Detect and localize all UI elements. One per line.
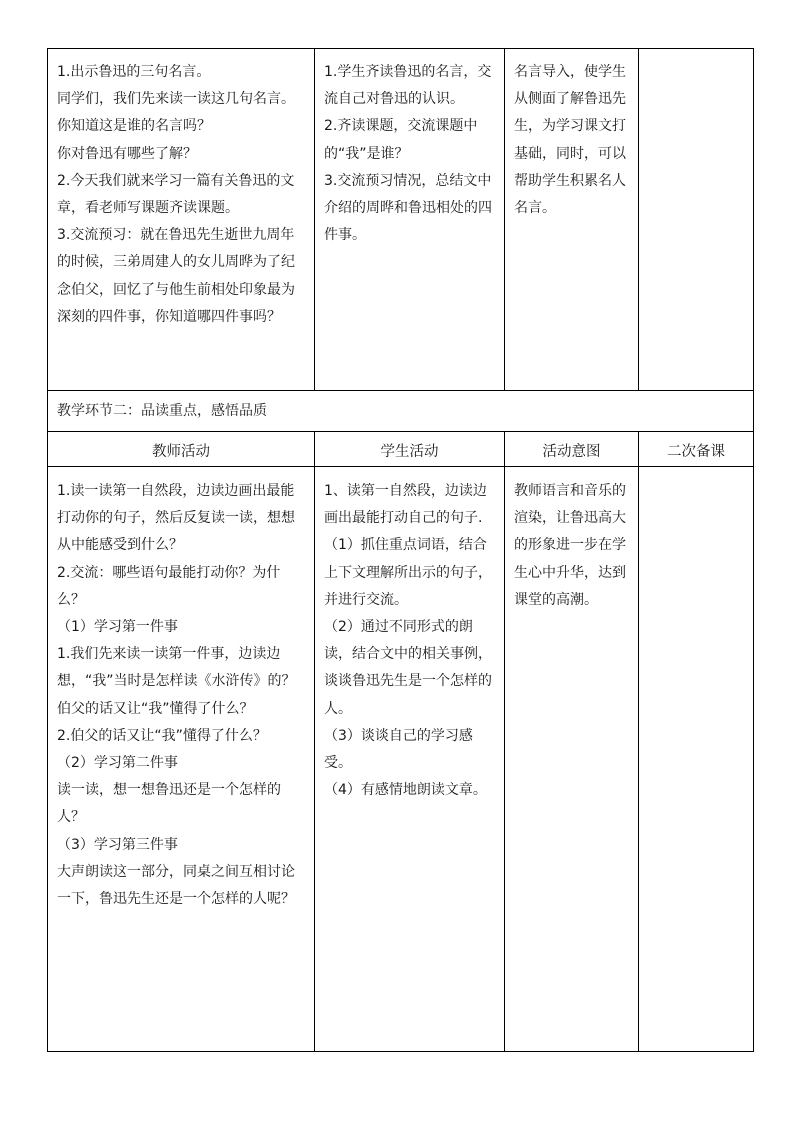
- text-line: 2.伯父的话又让“我”懂得了什么？: [57, 727, 267, 744]
- text-line: 同学们，我们先来读一读这几句名言。你知道这是谁的名言吗？: [57, 91, 295, 135]
- teacher-activity-cell: [48, 49, 315, 391]
- text-line: 读一读，想一想鲁迅还是一个怎样的人？: [57, 782, 281, 826]
- text-line: （2）学习第二件事: [57, 755, 178, 772]
- text-line: 1.读一读第一自然段，边读边画出最能打动你的句子，然后反复读一读，想想从中能感受到什么？: [57, 483, 295, 554]
- table-row: [48, 49, 754, 391]
- text-line: 1.学生齐读鲁迅的名言，交流自己对鲁迅的认识。: [324, 64, 492, 108]
- table-row: [48, 391, 754, 432]
- text-line: 2.交流：哪些语句最能打动你？为什么？: [57, 564, 281, 608]
- secondary-notes-cell: [639, 49, 754, 391]
- student-activity-cell: [315, 467, 505, 1052]
- text-line: （1）抓住重点词语，结合上下文理解所出示的句子，并进行交流。: [324, 537, 492, 608]
- section-title: 教学环节二：品读重点，感悟品质: [48, 391, 754, 432]
- header-teacher-activity: 教师活动: [48, 432, 315, 467]
- text-line: 你对鲁迅有哪些了解？: [57, 145, 197, 162]
- header-secondary-notes: 二次备课: [639, 432, 754, 467]
- text-line: 1.出示鲁迅的三句名言。: [57, 64, 211, 80]
- secondary-notes-cell: [639, 467, 754, 1052]
- header-student-activity: 学生活动: [315, 432, 505, 467]
- text-line: 3.交流预习：就在鲁迅先生逝世九周年的时候，三弟周建人的女儿周晔为了纪念伯父，回忆了与他生前相处印象最为深刻的四件事，你知道哪四件事吗？: [57, 227, 295, 325]
- text-line: 1.我们先来读一读第一件事，边读边想，“我”当时是怎样读《水浒传》的？伯父的话又让“我”懂得了什么？: [57, 646, 296, 717]
- activity-intent-cell: [505, 467, 639, 1052]
- text-line: 名言导入，使学生从侧面了解鲁迅先生，为学习课文打基础，同时，可以帮助学生积累名人名言。: [514, 64, 626, 217]
- text-line: 教师语言和音乐的渲染，让鲁迅高大的形象进一步在学生心中升华，达到课堂的高潮。: [514, 483, 626, 608]
- text-line: 大声朗读这一部分，同桌之间互相讨论一下，鲁迅先生还是一个怎样的人呢？: [57, 863, 295, 908]
- text-line: （1）学习第一件事: [57, 619, 178, 636]
- student-activity-cell: [315, 49, 505, 391]
- lesson-plan-table: [47, 48, 754, 1052]
- text-line: （3）学习第三件事: [57, 836, 178, 853]
- activity-intent-cell: [505, 49, 639, 391]
- table-header-row: [48, 432, 754, 467]
- text-line: 1、读第一自然段，边读边画出最能打动自己的句子.: [324, 483, 487, 527]
- text-line: （3）谈谈自己的学习感受。: [324, 727, 473, 772]
- teacher-activity-cell: [48, 467, 315, 1052]
- table-row: [48, 467, 754, 1052]
- text-line: （4）有感情地朗读文章。: [324, 782, 487, 799]
- text-line: 3.交流预习情况，总结文中介绍的周晔和鲁迅相处的四件事。: [324, 172, 492, 244]
- text-line: 2.今天我们就来学习一篇有关鲁迅的文章，看老师写课题齐读课题。: [57, 172, 295, 217]
- header-activity-intent: 活动意图: [505, 432, 639, 467]
- text-line: （2）通过不同形式的朗读，结合文中的相关事例，谈谈鲁迅先生是一个怎样的人。: [324, 619, 492, 717]
- text-line: 2.齐读课题，交流课题中的“我”是谁？: [324, 118, 478, 162]
